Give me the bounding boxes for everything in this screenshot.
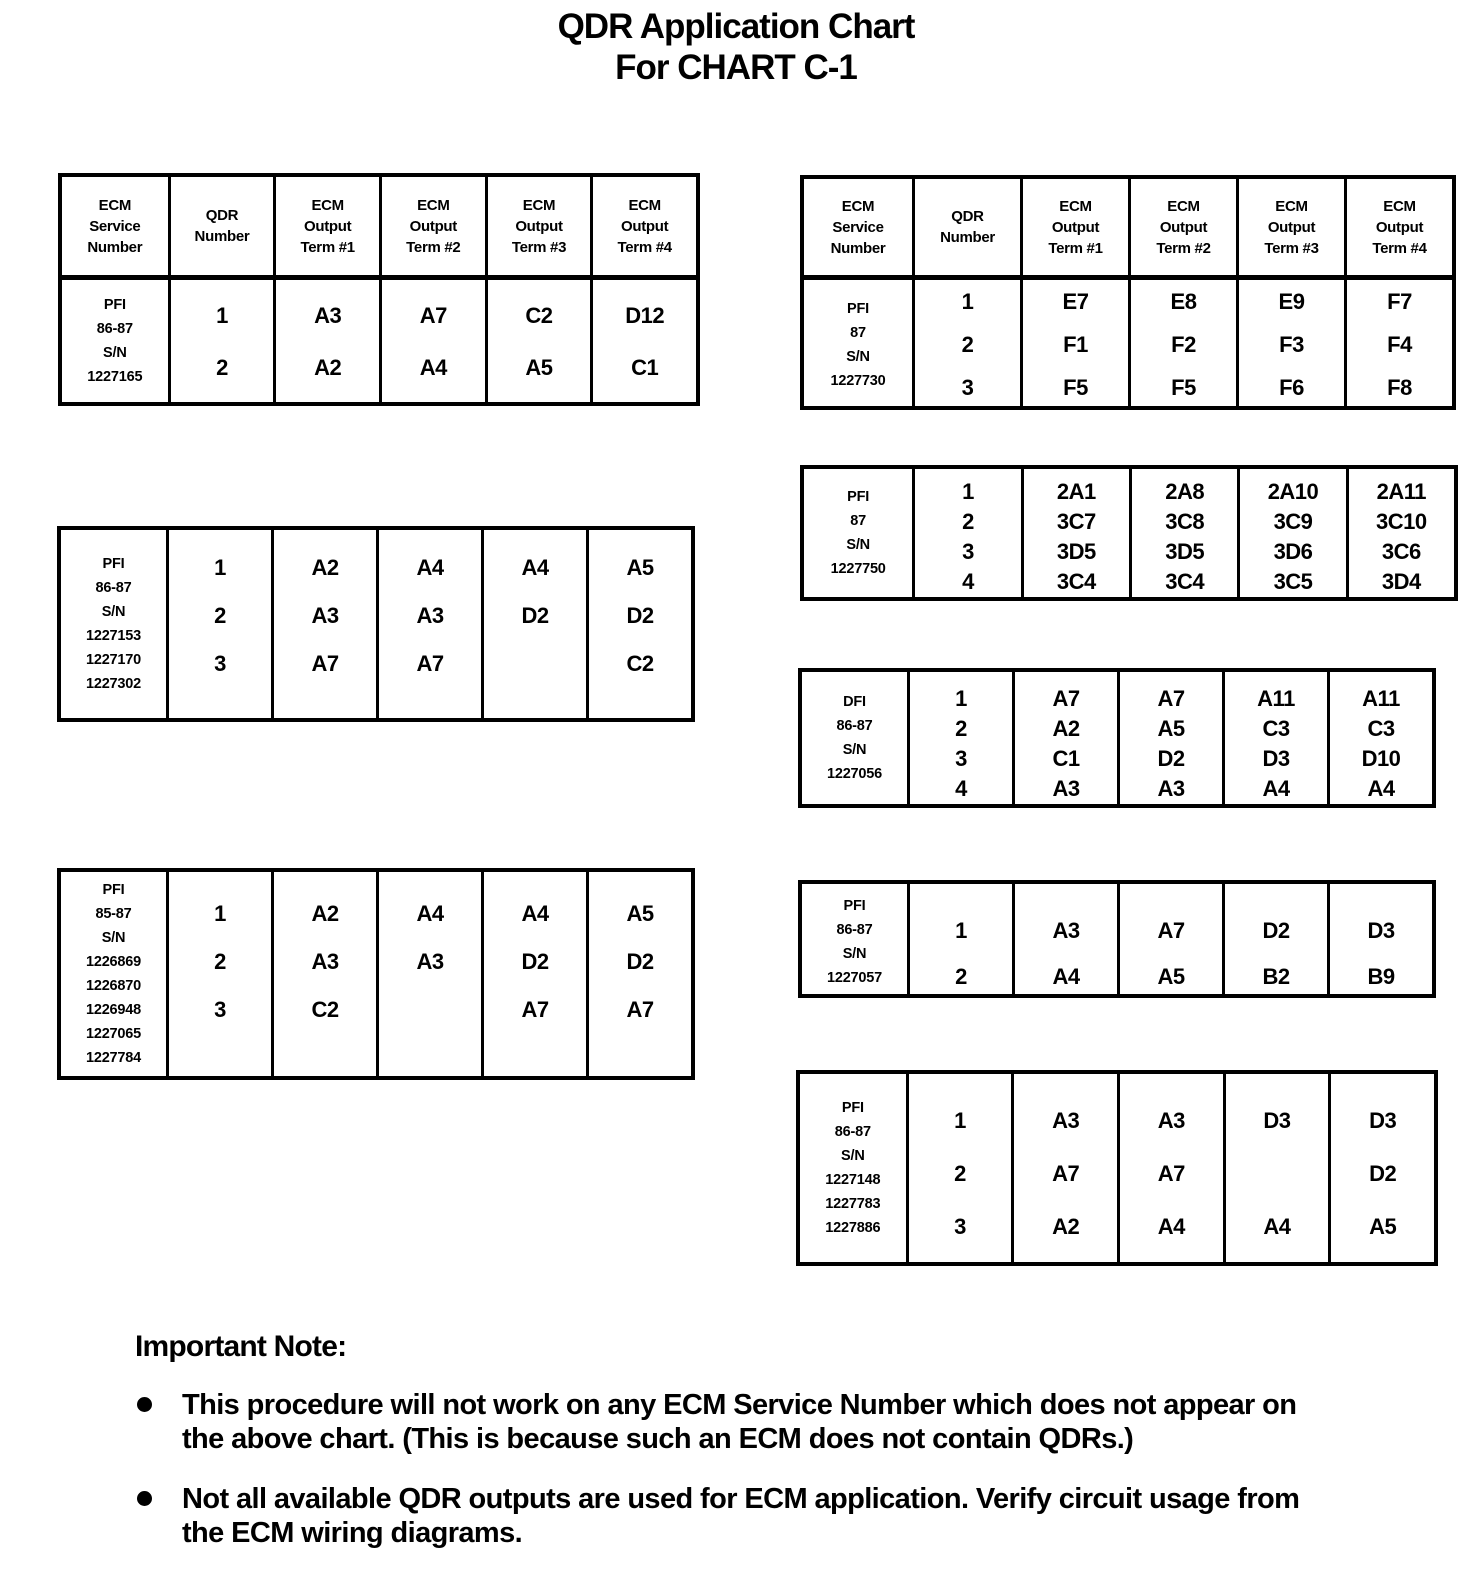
column-header-cell xyxy=(379,177,485,275)
term-value: 3C8 xyxy=(1165,509,1205,534)
column-header-line: Term #2 xyxy=(406,238,461,256)
column-header-cell xyxy=(168,177,274,275)
term-value: 3C7 xyxy=(1056,509,1096,534)
ecm-output-term-1-cell xyxy=(1011,1074,1117,1262)
qdr-number-value: 2 xyxy=(214,949,226,974)
ecm-output-term-2-cell xyxy=(1117,1074,1223,1262)
term-value: A7 xyxy=(1157,918,1185,943)
qdr-number-value: 1 xyxy=(961,288,974,314)
term-value: A2 xyxy=(314,355,342,380)
ecm-output-term-3-cell xyxy=(1237,469,1345,597)
column-header-line: Service xyxy=(89,217,141,235)
term-value: 3D4 xyxy=(1381,569,1421,594)
term-value: A7 xyxy=(419,303,447,328)
column-header-line: QDR xyxy=(205,207,239,224)
service-line: S/N xyxy=(842,946,867,962)
column-header-line: Output xyxy=(1051,218,1100,236)
service-line: 1227170 xyxy=(85,652,142,668)
column-header-cell xyxy=(1344,179,1452,275)
ecm-service-number-cell xyxy=(804,280,912,409)
ecm-service-number-cell xyxy=(62,280,168,402)
term-value: 3C6 xyxy=(1381,539,1421,564)
term-value: D2 xyxy=(626,603,654,628)
term-value: A7 xyxy=(311,651,339,676)
term-value: D2 xyxy=(521,603,549,628)
term-value: F5 xyxy=(1063,374,1088,400)
service-line: 1227784 xyxy=(85,1050,142,1066)
ecm-service-number-cell xyxy=(802,884,907,998)
column-header-line: ECM xyxy=(1383,197,1416,215)
column-header-cell xyxy=(273,177,379,275)
column-header-line: Output xyxy=(303,217,352,235)
ecm-output-term-3-cell xyxy=(481,530,586,718)
qdr-table-pfi-1226869 xyxy=(57,868,695,1080)
column-header-cell xyxy=(1020,179,1128,275)
ecm-output-term-1-cell xyxy=(1020,280,1128,409)
service-line: PFI xyxy=(102,882,125,898)
ecm-output-term-2-cell xyxy=(1129,469,1237,597)
ecm-output-term-4-cell xyxy=(590,280,696,402)
ecm-output-term-2-cell xyxy=(1117,884,1222,998)
column-header-line: ECM xyxy=(98,196,132,214)
term-value: A7 xyxy=(416,651,444,676)
service-line: PFI xyxy=(843,898,866,914)
term-value: A3 xyxy=(1157,776,1185,801)
service-line: PFI xyxy=(847,300,869,317)
qdr-number-cell xyxy=(907,884,1012,998)
qdr-number-value: 1 xyxy=(214,901,226,926)
qdr-number-value: 3 xyxy=(962,539,974,564)
ecm-output-term-2-cell xyxy=(1128,280,1236,409)
qdr-number-value: 4 xyxy=(955,776,967,801)
qdr-number-cell xyxy=(168,280,274,402)
service-line: 1227302 xyxy=(85,676,142,692)
service-line: S/N xyxy=(101,930,126,946)
qdr-number-cell xyxy=(912,280,1020,409)
term-value: A5 xyxy=(626,555,654,580)
ecm-output-term-2-cell xyxy=(376,872,481,1076)
term-value: B2 xyxy=(1262,964,1290,989)
qdr-number-cell xyxy=(907,672,1012,804)
service-line: 1227065 xyxy=(85,1026,142,1042)
service-line: 1227886 xyxy=(825,1220,881,1236)
ecm-output-term-1-cell xyxy=(1021,469,1129,597)
term-value: A5 xyxy=(525,355,553,380)
term-value: A4 xyxy=(1262,776,1290,801)
column-header-line: ECM xyxy=(628,196,661,214)
qdr-number-value: 3 xyxy=(954,1213,966,1239)
column-header-line: QDR xyxy=(951,208,984,225)
qdr-number-value: 1 xyxy=(214,555,226,580)
qdr-number-value: 2 xyxy=(961,331,974,357)
term-value: 2A1 xyxy=(1056,479,1096,504)
term-value: A4 xyxy=(419,355,447,380)
term-value: 2A11 xyxy=(1376,479,1427,504)
service-line: 1227148 xyxy=(825,1172,881,1188)
column-header-cell xyxy=(1236,179,1344,275)
term-value: D2 xyxy=(1262,918,1290,943)
column-header-line: Service xyxy=(832,218,884,236)
table-body-row xyxy=(804,280,1452,406)
column-header-line: Term #3 xyxy=(511,238,567,256)
term-value: A2 xyxy=(311,901,339,926)
service-line: 1227153 xyxy=(85,628,142,644)
term-value: 3C10 xyxy=(1376,509,1427,534)
term-value: D3 xyxy=(1262,746,1290,771)
ecm-output-term-3-cell xyxy=(1236,280,1344,409)
qdr-number-value: 4 xyxy=(962,569,974,594)
term-value: C2 xyxy=(525,303,553,328)
qdr-number-value: 1 xyxy=(216,303,228,328)
term-value: F3 xyxy=(1279,331,1304,357)
term-value: A4 xyxy=(1157,1213,1185,1239)
table-body-row xyxy=(61,872,691,1076)
table-body-row xyxy=(802,884,1432,994)
service-line: PFI xyxy=(847,489,870,505)
ecm-output-term-2-cell xyxy=(376,530,481,718)
term-value: D3 xyxy=(1263,1107,1291,1133)
ecm-output-term-4-cell xyxy=(586,530,691,718)
ecm-output-term-3-cell xyxy=(1222,884,1327,998)
ecm-service-number-cell xyxy=(800,1074,906,1262)
column-header-line: Output xyxy=(515,217,563,235)
qdr-number-value: 1 xyxy=(962,479,974,504)
page-title xyxy=(0,6,1472,88)
column-header-line: Number xyxy=(194,228,250,245)
column-header-line: Output xyxy=(1375,218,1424,236)
service-line: 86-87 xyxy=(96,321,133,337)
term-value: A4 xyxy=(416,555,444,580)
ecm-output-term-4-cell xyxy=(1327,884,1432,998)
term-value: A4 xyxy=(1052,964,1080,989)
term-value: 3C9 xyxy=(1273,509,1313,534)
ecm-output-term-1-cell xyxy=(1012,884,1117,998)
term-value: A3 xyxy=(1157,1107,1185,1133)
note-bullet-1 xyxy=(135,1388,1325,1456)
term-value: 3D5 xyxy=(1056,539,1096,564)
column-header-cell xyxy=(62,177,168,275)
column-header-line: ECM xyxy=(1167,197,1200,215)
ecm-output-term-1-cell xyxy=(271,530,376,718)
table-body-row xyxy=(804,469,1454,597)
important-note-heading: Important Note: xyxy=(135,1330,347,1363)
term-value: C3 xyxy=(1367,716,1395,741)
term-value: A3 xyxy=(311,949,339,974)
column-header-line: Term #4 xyxy=(617,238,672,256)
qdr-number-value: 2 xyxy=(955,716,967,741)
term-value: A7 xyxy=(1052,686,1080,711)
term-value: A4 xyxy=(1367,776,1395,801)
term-value: D2 xyxy=(626,949,654,974)
term-value: 2A8 xyxy=(1165,479,1205,504)
term-value: A3 xyxy=(1052,776,1080,801)
note-bullet-2 xyxy=(135,1482,1325,1550)
service-line: 1226870 xyxy=(85,978,142,994)
qdr-table-pfi-1227750 xyxy=(800,465,1458,601)
column-header-cell xyxy=(912,179,1020,275)
term-value: A2 xyxy=(1052,1213,1080,1239)
term-value: D10 xyxy=(1361,746,1401,771)
service-line: 1227057 xyxy=(826,970,883,986)
service-line: PFI xyxy=(841,1100,864,1116)
term-value: C1 xyxy=(1052,746,1080,771)
term-value: A7 xyxy=(1052,1160,1080,1186)
term-value: D2 xyxy=(1157,746,1185,771)
ecm-output-term-3-cell xyxy=(485,280,591,402)
qdr-table-pfi-1227148 xyxy=(796,1070,1438,1266)
term-value: D2 xyxy=(1369,1160,1397,1186)
term-value: 3C4 xyxy=(1165,569,1205,594)
term-value: A7 xyxy=(1157,686,1185,711)
qdr-table-pfi-1227057 xyxy=(798,880,1436,998)
term-value: B9 xyxy=(1367,964,1395,989)
column-header-cell xyxy=(590,177,696,275)
term-value: A11 xyxy=(1257,686,1295,711)
column-header-line: Term #2 xyxy=(1156,239,1211,257)
column-header-cell xyxy=(1128,179,1236,275)
service-line: S/N xyxy=(101,604,126,620)
qdr-number-value: 3 xyxy=(214,997,226,1022)
service-line: DFI xyxy=(843,694,866,710)
qdr-number-value: 3 xyxy=(955,746,967,771)
term-value: A3 xyxy=(1052,918,1080,943)
term-value: A5 xyxy=(1157,964,1185,989)
term-value: F2 xyxy=(1171,331,1196,357)
ecm-service-number-cell xyxy=(802,672,907,804)
term-value: A7 xyxy=(626,997,654,1022)
column-header-line: ECM xyxy=(1059,197,1092,215)
term-value: C1 xyxy=(631,355,659,380)
service-line: 86-87 xyxy=(95,580,132,596)
column-header-line: ECM xyxy=(417,196,450,214)
ecm-output-term-4-cell xyxy=(1346,469,1454,597)
ecm-output-term-4-cell xyxy=(1344,280,1452,409)
term-value: A5 xyxy=(626,901,654,926)
ecm-output-term-4-cell xyxy=(586,872,691,1076)
column-header-line: ECM xyxy=(1275,197,1308,215)
table-header-row xyxy=(62,177,696,280)
service-line: S/N xyxy=(841,1148,865,1164)
column-header-cell xyxy=(485,177,591,275)
service-line: 1227730 xyxy=(830,372,886,389)
ecm-output-term-3-cell xyxy=(481,872,586,1076)
column-header-line: Number xyxy=(87,238,143,256)
term-value: A4 xyxy=(521,901,549,926)
term-value: A3 xyxy=(311,603,339,628)
ecm-output-term-4-cell xyxy=(1328,1074,1434,1262)
qdr-number-cell xyxy=(166,530,271,718)
column-header-line: Term #3 xyxy=(1264,239,1319,257)
ecm-output-term-1-cell xyxy=(273,280,379,402)
service-line: S/N xyxy=(103,345,127,361)
term-value: E7 xyxy=(1062,288,1089,314)
term-value: A3 xyxy=(314,303,342,328)
ecm-service-number-cell xyxy=(61,872,166,1076)
column-header-line: Term #1 xyxy=(1048,239,1103,257)
qdr-number-value: 3 xyxy=(214,651,226,676)
term-value: 2A10 xyxy=(1267,479,1319,504)
service-line: 87 xyxy=(850,324,866,341)
qdr-number-value: 2 xyxy=(216,355,228,380)
ecm-service-number-cell xyxy=(804,469,912,597)
column-header-line: ECM xyxy=(311,196,344,214)
table-body-row xyxy=(802,672,1432,804)
term-value: D2 xyxy=(521,949,549,974)
term-value: A4 xyxy=(1263,1213,1291,1239)
bullet-icon xyxy=(137,1491,152,1506)
ecm-output-term-2-cell xyxy=(1117,672,1222,804)
term-value: A2 xyxy=(311,555,339,580)
term-value: F4 xyxy=(1387,331,1412,357)
term-value: A5 xyxy=(1157,716,1185,741)
term-value: A3 xyxy=(1052,1107,1080,1133)
qdr-number-cell xyxy=(912,469,1020,597)
note-bullet-1-text: This procedure will not work on any ECM Service Number which does not appear on the above chart. (This is because such an ECM does not contain QDRs.) xyxy=(182,1389,1297,1455)
term-value: A4 xyxy=(521,555,549,580)
qdr-number-value: 2 xyxy=(214,603,226,628)
term-value: D12 xyxy=(625,303,665,328)
term-value: F8 xyxy=(1387,374,1412,400)
table-body-row xyxy=(62,280,696,402)
column-header-line: ECM xyxy=(522,196,556,214)
term-value: C3 xyxy=(1262,716,1290,741)
service-line: 1227750 xyxy=(830,561,886,577)
term-value: A2 xyxy=(1052,716,1080,741)
service-line: 1226869 xyxy=(85,954,142,970)
qdr-table-dfi-1227056 xyxy=(798,668,1436,808)
service-line: S/N xyxy=(842,742,867,758)
service-line: 1226948 xyxy=(85,1002,142,1018)
ecm-service-number-cell xyxy=(61,530,166,718)
term-value: E9 xyxy=(1278,288,1305,314)
term-value: A7 xyxy=(1157,1160,1185,1186)
service-line: PFI xyxy=(103,297,126,313)
page-title-line1: QDR Application Chart xyxy=(557,7,915,46)
service-line: PFI xyxy=(102,556,125,572)
term-value: C2 xyxy=(311,997,339,1022)
term-value: F5 xyxy=(1171,374,1196,400)
term-value: A11 xyxy=(1362,686,1400,711)
table-header-row xyxy=(804,179,1452,280)
service-line: 1227056 xyxy=(826,766,883,782)
term-value: D3 xyxy=(1369,1107,1397,1133)
term-value: A3 xyxy=(416,949,444,974)
ecm-output-term-1-cell xyxy=(1012,672,1117,804)
service-line: 86-87 xyxy=(836,718,873,734)
qdr-table-pfi-1227153 xyxy=(57,526,695,722)
column-header-line: ECM xyxy=(841,197,875,215)
note-bullet-2-text: Not all available QDR outputs are used for ECM application. Verify circuit usage from the ECM wiring diagrams. xyxy=(182,1483,1300,1549)
qdr-number-value: 1 xyxy=(955,686,967,711)
term-value: 3D6 xyxy=(1273,539,1313,564)
term-value: A4 xyxy=(416,901,444,926)
column-header-line: Output xyxy=(620,217,669,235)
qdr-number-value: 2 xyxy=(955,964,967,989)
term-value: D3 xyxy=(1367,918,1395,943)
qdr-number-value: 2 xyxy=(962,509,974,534)
term-value: A3 xyxy=(416,603,444,628)
qdr-number-value: 1 xyxy=(955,918,967,943)
important-note-section xyxy=(135,1330,1325,1576)
term-value: 3D5 xyxy=(1165,539,1205,564)
qdr-number-value: 2 xyxy=(954,1160,966,1186)
service-line: 87 xyxy=(850,513,867,529)
term-value: C2 xyxy=(626,651,654,676)
qdr-number-cell xyxy=(906,1074,1012,1262)
column-header-line: Term #1 xyxy=(300,238,355,256)
qdr-number-cell xyxy=(166,872,271,1076)
service-line: S/N xyxy=(846,348,870,365)
ecm-output-term-3-cell xyxy=(1223,1074,1329,1262)
qdr-table-pfi-1227165 xyxy=(58,173,700,406)
column-header-line: Output xyxy=(1159,218,1208,236)
column-header-line: Term #4 xyxy=(1372,239,1427,257)
service-line: 1227783 xyxy=(825,1196,881,1212)
bullet-icon xyxy=(137,1397,152,1412)
table-body-row xyxy=(61,530,691,718)
ecm-output-term-3-cell xyxy=(1222,672,1327,804)
term-value: E8 xyxy=(1170,288,1197,314)
ecm-output-term-1-cell xyxy=(271,872,376,1076)
qdr-table-pfi-1227730 xyxy=(800,175,1456,410)
ecm-output-term-2-cell xyxy=(379,280,485,402)
term-value: 3C4 xyxy=(1056,569,1096,594)
service-line: 85-87 xyxy=(95,906,132,922)
service-line: 86-87 xyxy=(836,922,873,938)
qdr-number-value: 3 xyxy=(961,374,974,400)
column-header-line: Output xyxy=(409,217,457,235)
column-header-cell xyxy=(804,179,912,275)
service-line: S/N xyxy=(846,537,870,553)
term-value: A5 xyxy=(1369,1213,1397,1239)
term-value: F1 xyxy=(1063,331,1088,357)
column-header-line: Output xyxy=(1267,218,1316,236)
ecm-output-term-4-cell xyxy=(1327,672,1432,804)
column-header-line: Number xyxy=(940,229,995,246)
qdr-number-value: 1 xyxy=(954,1107,966,1133)
service-line: 1227165 xyxy=(87,369,143,385)
service-line: 86-87 xyxy=(834,1124,871,1140)
column-header-line: Number xyxy=(830,239,886,257)
page-title-line2: For CHART C-1 xyxy=(615,48,857,87)
table-body-row xyxy=(800,1074,1434,1262)
term-value: F7 xyxy=(1387,288,1412,314)
term-value: F6 xyxy=(1279,374,1304,400)
term-value: A7 xyxy=(521,997,549,1022)
term-value: 3C5 xyxy=(1273,569,1313,594)
